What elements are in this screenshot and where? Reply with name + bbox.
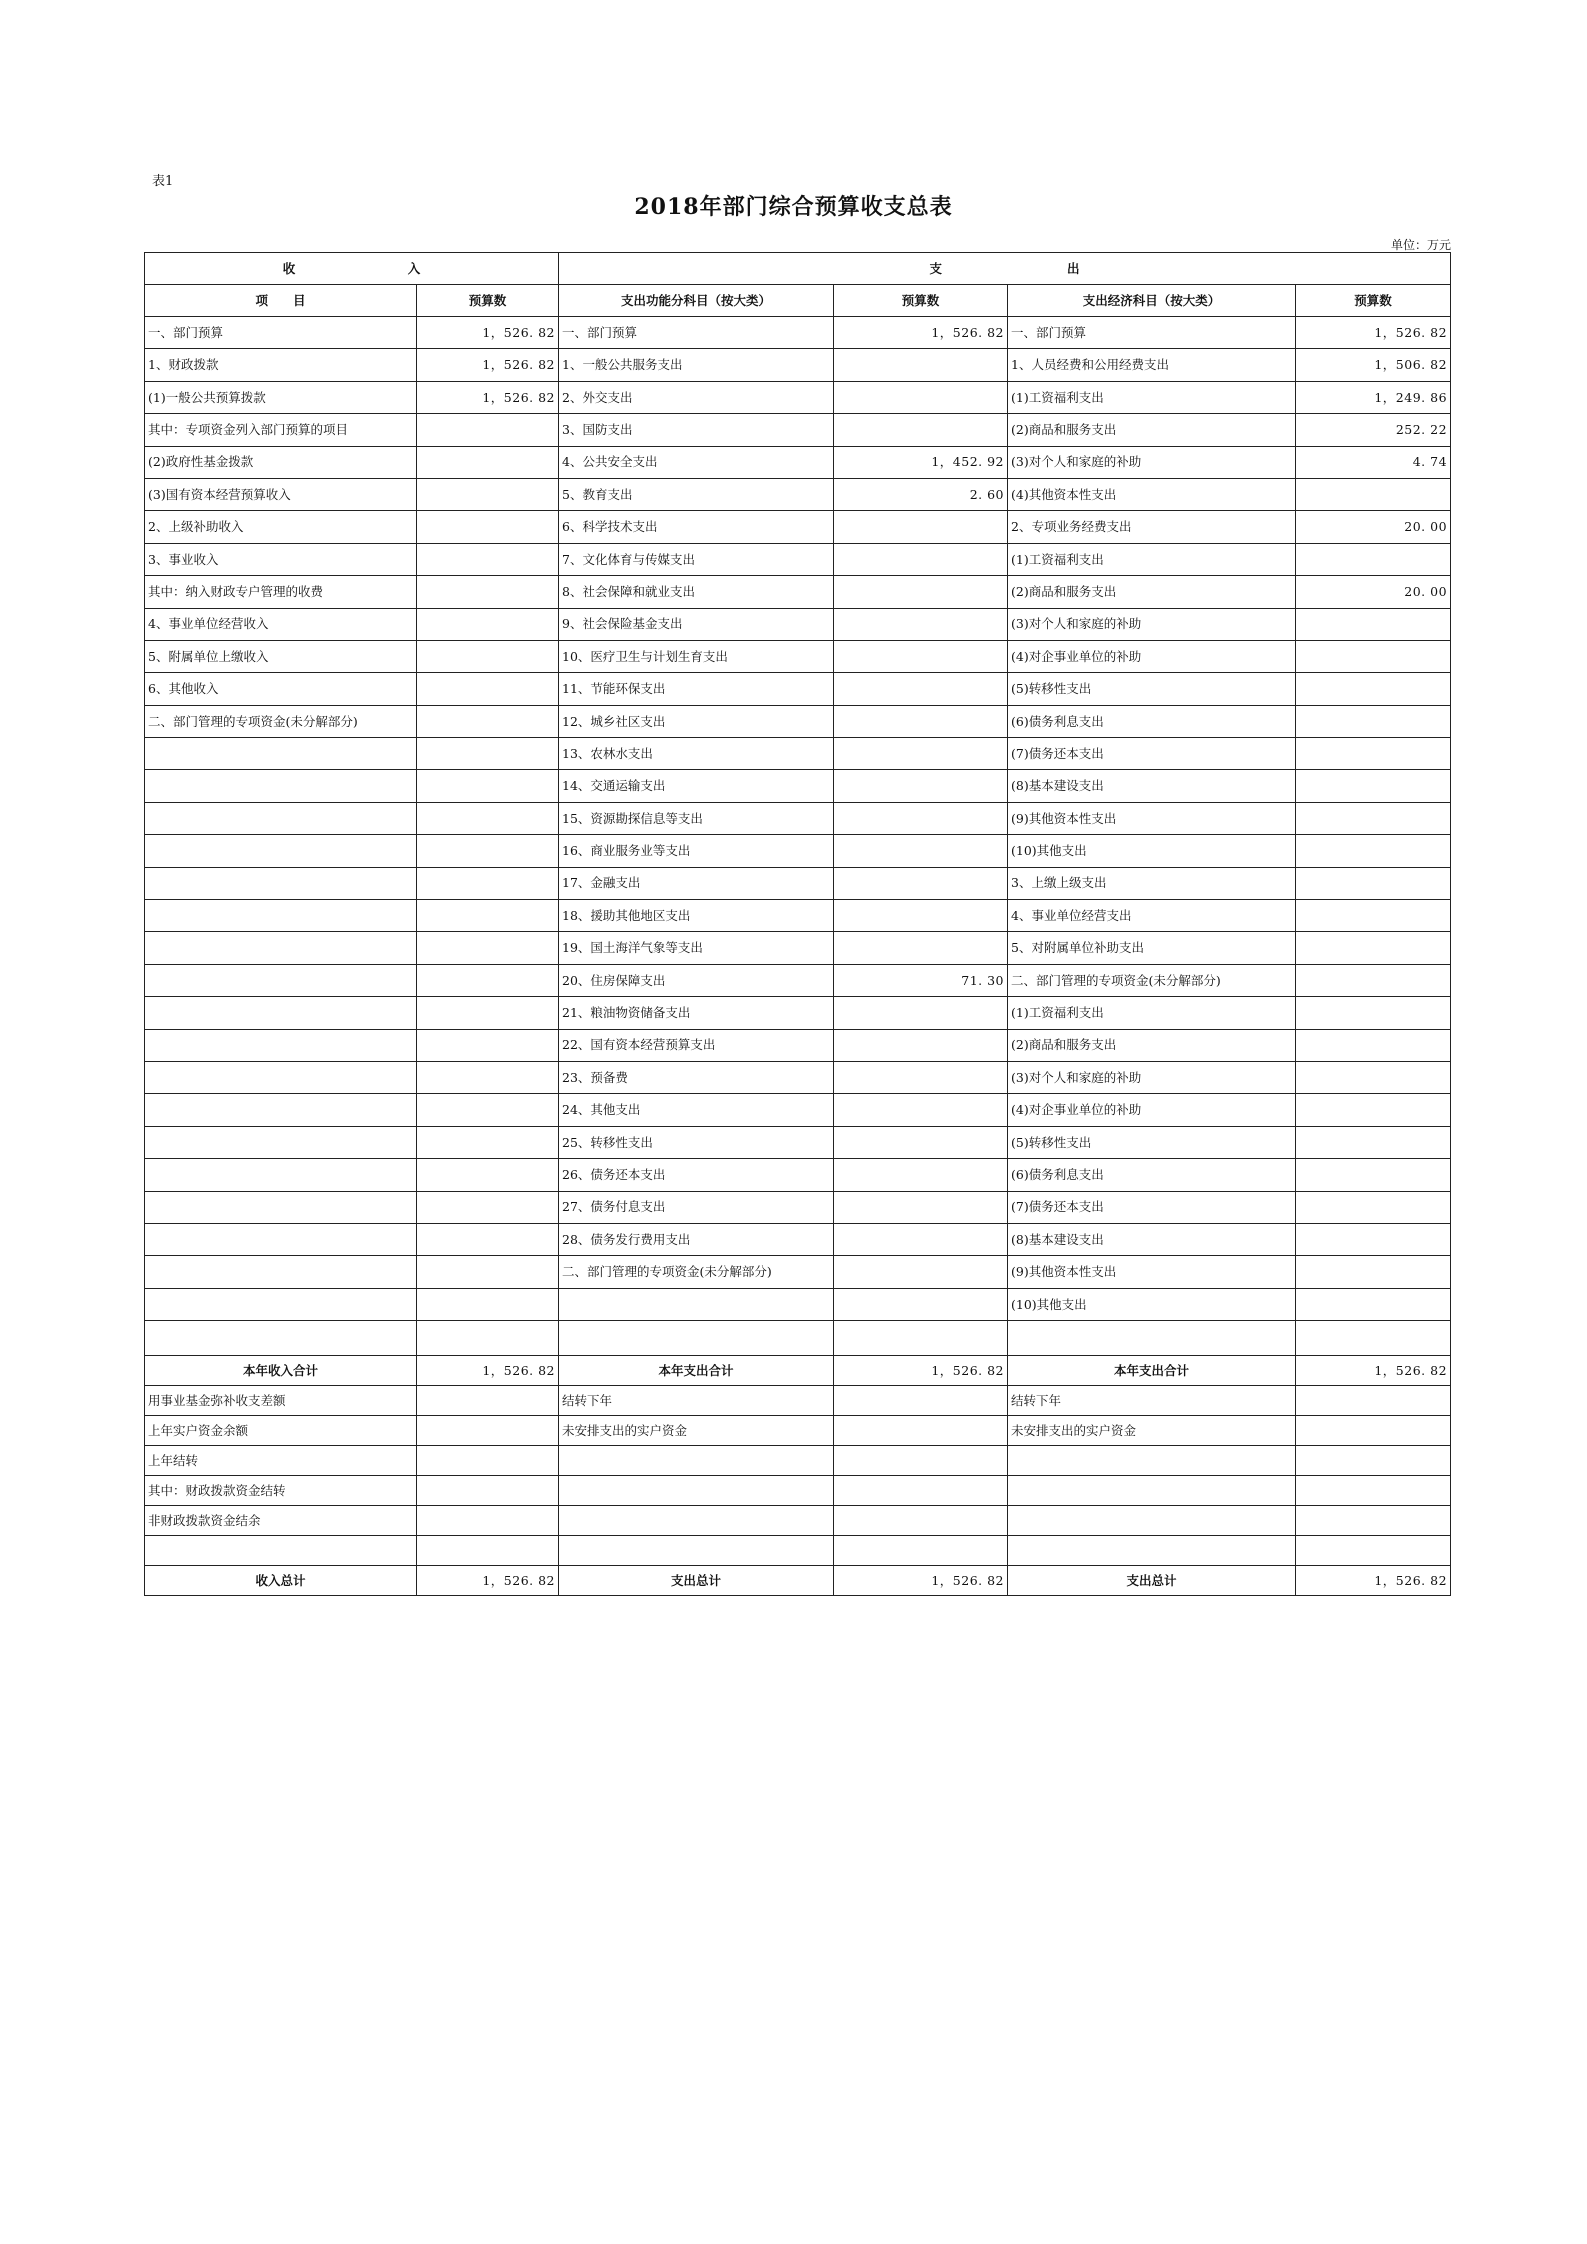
func-item-cell: 6、科学技术支出 xyxy=(559,511,834,543)
section-header-row xyxy=(145,253,1451,285)
econ-item-cell: 3、上缴上级支出 xyxy=(1008,867,1296,899)
blank-cell xyxy=(559,1321,834,1356)
blank-cell xyxy=(145,1536,417,1566)
income-item-cell xyxy=(145,932,417,964)
header-econ-item: 支出经济科目（按大类） xyxy=(1008,285,1296,317)
table-row xyxy=(145,1159,1451,1191)
blank-cell xyxy=(1296,1536,1451,1566)
table-row xyxy=(145,900,1451,932)
func-amount-cell xyxy=(834,1159,1008,1191)
econ-item-cell: (9)其他资本性支出 xyxy=(1008,1256,1296,1288)
econ-amount-cell xyxy=(1296,640,1451,672)
subtotal-cell: 本年支出合计 xyxy=(1008,1356,1296,1386)
func-amount-cell xyxy=(834,1126,1008,1158)
econ-amount-cell: 1，249. 86 xyxy=(1296,381,1451,413)
income-amount-cell xyxy=(417,511,559,543)
func-item-cell: 21、粮油物资储备支出 xyxy=(559,997,834,1029)
income-item-cell: (2)政府性基金拨款 xyxy=(145,446,417,478)
income-item-cell: (1)一般公共预算拨款 xyxy=(145,381,417,413)
income-item-cell xyxy=(145,1191,417,1223)
budget-summary-table xyxy=(144,252,1451,1596)
section-income: 收 入 xyxy=(145,253,559,285)
blank-cell xyxy=(417,1536,559,1566)
income-item-cell xyxy=(145,1159,417,1191)
income-amount-cell: 1，526. 82 xyxy=(417,349,559,381)
econ-amount-cell xyxy=(1296,1256,1451,1288)
func-amount-cell xyxy=(834,608,1008,640)
econ-amount-cell xyxy=(1296,1416,1451,1446)
total-cell: 支出总计 xyxy=(1008,1566,1296,1596)
income-item-cell xyxy=(145,1288,417,1320)
econ-item-cell: (1)工资福利支出 xyxy=(1008,381,1296,413)
func-item-cell: 26、债务还本支出 xyxy=(559,1159,834,1191)
func-item-cell: 11、节能环保支出 xyxy=(559,673,834,705)
func-amount-cell xyxy=(834,997,1008,1029)
table-row xyxy=(145,1094,1451,1126)
income-amount-cell xyxy=(417,1476,559,1506)
func-item-cell: 二、部门管理的专项资金(未分解部分) xyxy=(559,1256,834,1288)
subtotal-cell: 本年支出合计 xyxy=(559,1356,834,1386)
table-row xyxy=(145,478,1451,510)
func-item-cell xyxy=(559,1476,834,1506)
econ-amount-cell xyxy=(1296,770,1451,802)
econ-item-cell: (10)其他支出 xyxy=(1008,835,1296,867)
econ-item-cell: (1)工资福利支出 xyxy=(1008,543,1296,575)
income-item-cell: 二、部门管理的专项资金(未分解部分) xyxy=(145,705,417,737)
income-amount-cell xyxy=(417,932,559,964)
section-expense: 支 出 xyxy=(559,253,1451,285)
econ-item-cell: 结转下年 xyxy=(1008,1386,1296,1416)
econ-item-cell xyxy=(1008,1476,1296,1506)
table-row xyxy=(145,770,1451,802)
blank-cell xyxy=(1296,1321,1451,1356)
subtotal-cell: 1，526. 82 xyxy=(834,1356,1008,1386)
subtotal-row xyxy=(145,1356,1451,1386)
income-amount-cell xyxy=(417,608,559,640)
econ-amount-cell: 252. 22 xyxy=(1296,414,1451,446)
table-row xyxy=(145,1126,1451,1158)
income-amount-cell: 1，526. 82 xyxy=(417,381,559,413)
func-amount-cell xyxy=(834,1061,1008,1093)
income-amount-cell xyxy=(417,640,559,672)
total-cell: 1，526. 82 xyxy=(834,1566,1008,1596)
income-item-cell: 6、其他收入 xyxy=(145,673,417,705)
econ-item-cell: (8)基本建设支出 xyxy=(1008,770,1296,802)
econ-amount-cell xyxy=(1296,1126,1451,1158)
table-row xyxy=(145,1288,1451,1320)
income-amount-cell xyxy=(417,1386,559,1416)
func-item-cell: 20、住房保障支出 xyxy=(559,964,834,996)
func-item-cell: 7、文化体育与传媒支出 xyxy=(559,543,834,575)
econ-amount-cell: 4. 74 xyxy=(1296,446,1451,478)
func-amount-cell xyxy=(834,1506,1008,1536)
econ-item-cell: (10)其他支出 xyxy=(1008,1288,1296,1320)
total-cell: 1，526. 82 xyxy=(1296,1566,1451,1596)
econ-amount-cell: 1，526. 82 xyxy=(1296,317,1451,349)
econ-item-cell: 一、部门预算 xyxy=(1008,317,1296,349)
table-row xyxy=(145,673,1451,705)
func-amount-cell xyxy=(834,414,1008,446)
func-amount-cell xyxy=(834,1029,1008,1061)
income-item-cell: 其中：财政拨款资金结转 xyxy=(145,1476,417,1506)
footer-row xyxy=(145,1476,1451,1506)
document-title: 2018年部门综合预算收支总表 xyxy=(634,194,953,220)
income-item-cell xyxy=(145,1061,417,1093)
income-item-cell: 上年实户资金余额 xyxy=(145,1416,417,1446)
econ-item-cell: (7)债务还本支出 xyxy=(1008,1191,1296,1223)
income-amount-cell xyxy=(417,997,559,1029)
econ-amount-cell xyxy=(1296,1094,1451,1126)
income-item-cell: 其中：专项资金列入部门预算的项目 xyxy=(145,414,417,446)
blank-cell xyxy=(834,1321,1008,1356)
table-row xyxy=(145,317,1451,349)
econ-amount-cell xyxy=(1296,867,1451,899)
econ-amount-cell xyxy=(1296,1288,1451,1320)
func-item-cell: 17、金融支出 xyxy=(559,867,834,899)
func-item-cell: 9、社会保险基金支出 xyxy=(559,608,834,640)
func-amount-cell xyxy=(834,576,1008,608)
econ-amount-cell: 1，506. 82 xyxy=(1296,349,1451,381)
income-amount-cell xyxy=(417,1288,559,1320)
func-item-cell: 4、公共安全支出 xyxy=(559,446,834,478)
econ-amount-cell xyxy=(1296,932,1451,964)
func-amount-cell xyxy=(834,835,1008,867)
func-item-cell: 16、商业服务业等支出 xyxy=(559,835,834,867)
func-amount-cell xyxy=(834,1386,1008,1416)
func-item-cell: 25、转移性支出 xyxy=(559,1126,834,1158)
income-amount-cell xyxy=(417,414,559,446)
footer-row xyxy=(145,1416,1451,1446)
income-amount-cell xyxy=(417,867,559,899)
income-item-cell xyxy=(145,1223,417,1255)
func-item-cell: 19、国土海洋气象等支出 xyxy=(559,932,834,964)
table-row xyxy=(145,1223,1451,1255)
income-item-cell: 非财政拨款资金结余 xyxy=(145,1506,417,1536)
table-row xyxy=(145,802,1451,834)
blank-cell xyxy=(145,1321,417,1356)
func-amount-cell xyxy=(834,1416,1008,1446)
econ-item-cell: (6)债务利息支出 xyxy=(1008,1159,1296,1191)
income-amount-cell xyxy=(417,1061,559,1093)
func-item-cell: 8、社会保障和就业支出 xyxy=(559,576,834,608)
func-item-cell: 结转下年 xyxy=(559,1386,834,1416)
footer-row xyxy=(145,1506,1451,1536)
func-item-cell: 3、国防支出 xyxy=(559,414,834,446)
income-amount-cell xyxy=(417,705,559,737)
econ-item-cell: (2)商品和服务支出 xyxy=(1008,576,1296,608)
func-item-cell: 27、债务付息支出 xyxy=(559,1191,834,1223)
econ-item-cell: (1)工资福利支出 xyxy=(1008,997,1296,1029)
income-amount-cell: 1，526. 82 xyxy=(417,317,559,349)
func-amount-cell xyxy=(834,381,1008,413)
income-item-cell: 一、部门预算 xyxy=(145,317,417,349)
income-item-cell: 5、附属单位上缴收入 xyxy=(145,640,417,672)
econ-item-cell: (3)对个人和家庭的补助 xyxy=(1008,608,1296,640)
income-item-cell xyxy=(145,1094,417,1126)
income-amount-cell xyxy=(417,673,559,705)
income-item-cell: 3、事业收入 xyxy=(145,543,417,575)
table-row xyxy=(145,576,1451,608)
econ-item-cell: (2)商品和服务支出 xyxy=(1008,414,1296,446)
table-row xyxy=(145,997,1451,1029)
table-row xyxy=(145,511,1451,543)
func-item-cell: 未安排支出的实户资金 xyxy=(559,1416,834,1446)
blank-cell xyxy=(1008,1536,1296,1566)
header-func-item: 支出功能分科目（按大类） xyxy=(559,285,834,317)
func-amount-cell: 1，452. 92 xyxy=(834,446,1008,478)
func-amount-cell xyxy=(834,738,1008,770)
table-label: 表1 xyxy=(152,174,174,189)
income-amount-cell xyxy=(417,543,559,575)
table-row xyxy=(145,1191,1451,1223)
footer-row xyxy=(145,1386,1451,1416)
income-item-cell xyxy=(145,835,417,867)
header-econ-amount: 预算数 xyxy=(1296,285,1451,317)
econ-amount-cell xyxy=(1296,997,1451,1029)
func-amount-cell xyxy=(834,1476,1008,1506)
table-row xyxy=(145,705,1451,737)
func-item-cell: 15、资源勘探信息等支出 xyxy=(559,802,834,834)
econ-amount-cell xyxy=(1296,1159,1451,1191)
income-item-cell: 4、事业单位经营收入 xyxy=(145,608,417,640)
blank-cell xyxy=(417,1321,559,1356)
econ-item-cell: 2、专项业务经费支出 xyxy=(1008,511,1296,543)
income-amount-cell xyxy=(417,1416,559,1446)
income-amount-cell xyxy=(417,1126,559,1158)
income-item-cell: 用事业基金弥补收支差额 xyxy=(145,1386,417,1416)
income-item-cell: 2、上级补助收入 xyxy=(145,511,417,543)
econ-amount-cell xyxy=(1296,478,1451,510)
header-func-amount: 预算数 xyxy=(834,285,1008,317)
income-item-cell xyxy=(145,867,417,899)
func-amount-cell xyxy=(834,1223,1008,1255)
econ-amount-cell xyxy=(1296,608,1451,640)
table-row xyxy=(145,446,1451,478)
header-income-item: 项 目 xyxy=(145,285,417,317)
econ-amount-cell xyxy=(1296,1191,1451,1223)
econ-amount-cell xyxy=(1296,543,1451,575)
income-amount-cell xyxy=(417,1191,559,1223)
func-item-cell: 14、交通运输支出 xyxy=(559,770,834,802)
econ-amount-cell xyxy=(1296,835,1451,867)
econ-item-cell: (4)对企事业单位的补助 xyxy=(1008,1094,1296,1126)
table-row xyxy=(145,835,1451,867)
income-item-cell xyxy=(145,1126,417,1158)
blank-cell xyxy=(1008,1321,1296,1356)
func-item-cell: 12、城乡社区支出 xyxy=(559,705,834,737)
column-header-row xyxy=(145,285,1451,317)
income-amount-cell xyxy=(417,446,559,478)
econ-item-cell: (5)转移性支出 xyxy=(1008,1126,1296,1158)
econ-item-cell: (9)其他资本性支出 xyxy=(1008,802,1296,834)
econ-item-cell: (4)其他资本性支出 xyxy=(1008,478,1296,510)
econ-amount-cell xyxy=(1296,1029,1451,1061)
income-item-cell xyxy=(145,964,417,996)
econ-item-cell xyxy=(1008,1506,1296,1536)
table-row xyxy=(145,867,1451,899)
income-amount-cell xyxy=(417,1159,559,1191)
econ-amount-cell xyxy=(1296,802,1451,834)
econ-item-cell: 5、对附属单位补助支出 xyxy=(1008,932,1296,964)
func-amount-cell xyxy=(834,1256,1008,1288)
func-item-cell: 23、预备费 xyxy=(559,1061,834,1093)
subtotal-cell: 1，526. 82 xyxy=(417,1356,559,1386)
table-row xyxy=(145,381,1451,413)
grand-total-row xyxy=(145,1566,1451,1596)
income-amount-cell xyxy=(417,1029,559,1061)
income-amount-cell xyxy=(417,1094,559,1126)
econ-item-cell: (5)转移性支出 xyxy=(1008,673,1296,705)
econ-amount-cell xyxy=(1296,1506,1451,1536)
func-amount-cell xyxy=(834,900,1008,932)
table-row xyxy=(145,608,1451,640)
blank-row xyxy=(145,1536,1451,1566)
income-amount-cell xyxy=(417,900,559,932)
econ-item-cell: (6)债务利息支出 xyxy=(1008,705,1296,737)
econ-amount-cell xyxy=(1296,738,1451,770)
income-item-cell: (3)国有资本经营预算收入 xyxy=(145,478,417,510)
total-cell: 1，526. 82 xyxy=(417,1566,559,1596)
econ-item-cell: (4)对企事业单位的补助 xyxy=(1008,640,1296,672)
econ-item-cell: 4、事业单位经营支出 xyxy=(1008,900,1296,932)
func-item-cell xyxy=(559,1506,834,1536)
func-amount-cell: 71. 30 xyxy=(834,964,1008,996)
unit-label: 单位：万元 xyxy=(1390,238,1451,252)
econ-item-cell: (3)对个人和家庭的补助 xyxy=(1008,446,1296,478)
table-row xyxy=(145,738,1451,770)
blank-row xyxy=(145,1321,1451,1356)
income-item-cell: 1、财政拨款 xyxy=(145,349,417,381)
func-amount-cell xyxy=(834,1094,1008,1126)
table-row xyxy=(145,414,1451,446)
func-item-cell: 24、其他支出 xyxy=(559,1094,834,1126)
econ-item-cell: (8)基本建设支出 xyxy=(1008,1223,1296,1255)
blank-cell xyxy=(559,1536,834,1566)
econ-amount-cell xyxy=(1296,964,1451,996)
econ-amount-cell xyxy=(1296,900,1451,932)
econ-amount-cell xyxy=(1296,705,1451,737)
income-amount-cell xyxy=(417,1446,559,1476)
func-amount-cell: 2. 60 xyxy=(834,478,1008,510)
func-amount-cell xyxy=(834,867,1008,899)
econ-item-cell: (3)对个人和家庭的补助 xyxy=(1008,1061,1296,1093)
func-item-cell: 22、国有资本经营预算支出 xyxy=(559,1029,834,1061)
income-item-cell xyxy=(145,1256,417,1288)
table-row xyxy=(145,349,1451,381)
func-item-cell: 5、教育支出 xyxy=(559,478,834,510)
func-amount-cell xyxy=(834,543,1008,575)
table-row xyxy=(145,932,1451,964)
econ-item-cell: 1、人员经费和公用经费支出 xyxy=(1008,349,1296,381)
income-amount-cell xyxy=(417,835,559,867)
func-amount-cell xyxy=(834,511,1008,543)
func-amount-cell xyxy=(834,1191,1008,1223)
econ-item-cell xyxy=(1008,1446,1296,1476)
func-amount-cell xyxy=(834,802,1008,834)
econ-amount-cell xyxy=(1296,1386,1451,1416)
econ-item-cell: 二、部门管理的专项资金(未分解部分) xyxy=(1008,964,1296,996)
footer-row xyxy=(145,1446,1451,1476)
econ-amount-cell xyxy=(1296,1446,1451,1476)
econ-item-cell: (2)商品和服务支出 xyxy=(1008,1029,1296,1061)
func-item-cell: 1、一般公共服务支出 xyxy=(559,349,834,381)
income-amount-cell xyxy=(417,1223,559,1255)
income-item-cell: 上年结转 xyxy=(145,1446,417,1476)
table-row xyxy=(145,1061,1451,1093)
income-amount-cell xyxy=(417,1256,559,1288)
econ-amount-cell: 20. 00 xyxy=(1296,576,1451,608)
econ-item-cell: 未安排支出的实户资金 xyxy=(1008,1416,1296,1446)
func-amount-cell: 1，526. 82 xyxy=(834,317,1008,349)
income-item-cell xyxy=(145,997,417,1029)
income-item-cell xyxy=(145,900,417,932)
func-amount-cell xyxy=(834,640,1008,672)
func-item-cell: 一、部门预算 xyxy=(559,317,834,349)
econ-item-cell: (7)债务还本支出 xyxy=(1008,738,1296,770)
income-amount-cell xyxy=(417,770,559,802)
func-amount-cell xyxy=(834,705,1008,737)
econ-amount-cell xyxy=(1296,1061,1451,1093)
econ-amount-cell xyxy=(1296,1223,1451,1255)
table-row xyxy=(145,1029,1451,1061)
func-amount-cell xyxy=(834,1446,1008,1476)
func-item-cell xyxy=(559,1446,834,1476)
func-amount-cell xyxy=(834,932,1008,964)
total-cell: 收入总计 xyxy=(145,1566,417,1596)
income-amount-cell xyxy=(417,478,559,510)
subtotal-cell: 1，526. 82 xyxy=(1296,1356,1451,1386)
blank-cell xyxy=(834,1536,1008,1566)
table-row xyxy=(145,543,1451,575)
func-amount-cell xyxy=(834,770,1008,802)
func-item-cell xyxy=(559,1288,834,1320)
income-amount-cell xyxy=(417,738,559,770)
income-amount-cell xyxy=(417,964,559,996)
table-row xyxy=(145,640,1451,672)
total-cell: 支出总计 xyxy=(559,1566,834,1596)
func-item-cell: 10、医疗卫生与计划生育支出 xyxy=(559,640,834,672)
table-row xyxy=(145,1256,1451,1288)
table-row xyxy=(145,964,1451,996)
econ-amount-cell xyxy=(1296,1476,1451,1506)
econ-amount-cell xyxy=(1296,673,1451,705)
income-amount-cell xyxy=(417,1506,559,1536)
income-amount-cell xyxy=(417,576,559,608)
income-item-cell xyxy=(145,770,417,802)
econ-amount-cell: 20. 00 xyxy=(1296,511,1451,543)
func-amount-cell xyxy=(834,1288,1008,1320)
income-amount-cell xyxy=(417,802,559,834)
func-item-cell: 28、债务发行费用支出 xyxy=(559,1223,834,1255)
func-item-cell: 2、外交支出 xyxy=(559,381,834,413)
income-item-cell: 其中：纳入财政专户管理的收费 xyxy=(145,576,417,608)
income-item-cell xyxy=(145,738,417,770)
income-item-cell xyxy=(145,802,417,834)
func-amount-cell xyxy=(834,349,1008,381)
func-item-cell: 18、援助其他地区支出 xyxy=(559,900,834,932)
func-item-cell: 13、农林水支出 xyxy=(559,738,834,770)
func-amount-cell xyxy=(834,673,1008,705)
header-income-amount: 预算数 xyxy=(417,285,559,317)
income-item-cell xyxy=(145,1029,417,1061)
subtotal-cell: 本年收入合计 xyxy=(145,1356,417,1386)
